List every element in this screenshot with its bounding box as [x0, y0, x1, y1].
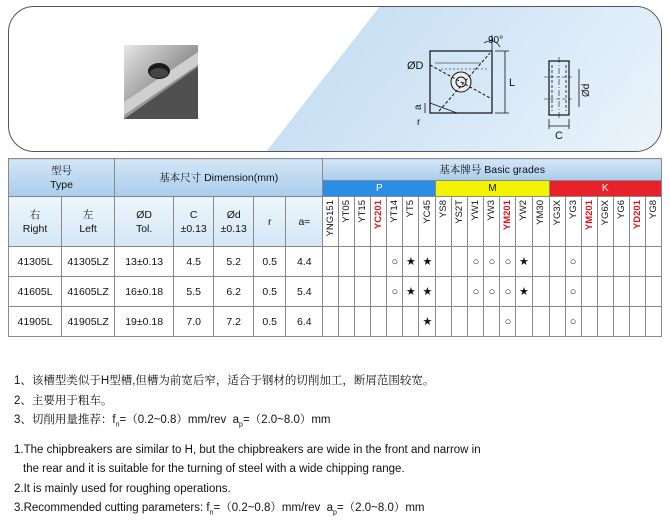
grade-mark-cell	[581, 307, 597, 337]
grade-mark-cell: ○	[500, 277, 516, 307]
grade-label: YT14	[389, 200, 401, 223]
grade-header	[339, 197, 355, 247]
radius-header: r	[254, 197, 286, 247]
note-en-3-f-value: =（0.2~0.8）mm/rev	[213, 502, 321, 515]
outer-diameter-header	[115, 197, 174, 247]
grade-mark-cell	[549, 247, 565, 277]
angle-label: 90°	[488, 35, 504, 46]
grade-mark-cell	[516, 307, 532, 337]
grade-header	[549, 197, 565, 247]
grade-header	[484, 197, 500, 247]
grade-mark-cell	[355, 247, 371, 277]
outer-diameter-label: ØD	[407, 60, 424, 72]
type-header-cn: 型号	[51, 164, 73, 177]
right-header	[9, 197, 62, 247]
insert-3d-image	[124, 45, 198, 119]
grade-mark-cell	[532, 247, 549, 277]
thickness-header	[174, 197, 214, 247]
grade-mark-cell	[355, 307, 371, 337]
grade-mark-cell	[597, 247, 613, 277]
grade-header	[629, 197, 645, 247]
grade-label: YC201	[373, 200, 385, 230]
note-en-3-f: f	[206, 502, 210, 515]
note-en-1b: the rear and it is suitable for the turning of steel with a wide chipping range.	[23, 463, 405, 476]
grade-label: YG3X	[551, 200, 563, 226]
grade-mark-cell: ★	[419, 247, 436, 277]
insert-drawing	[9, 7, 662, 152]
grade-mark-cell	[629, 247, 645, 277]
group-m-header: M	[436, 181, 549, 197]
note-en-3-a-sub: p	[333, 509, 337, 517]
grade-mark-cell	[452, 277, 468, 307]
grade-mark-cell	[371, 277, 387, 307]
grade-mark-cell	[436, 277, 452, 307]
grade-mark-cell: ○	[468, 277, 484, 307]
grade-mark-cell: ○	[500, 307, 516, 337]
grade-header	[371, 197, 387, 247]
grade-header	[436, 197, 452, 247]
side-view-drawing	[544, 57, 579, 129]
table-row	[9, 247, 662, 277]
grade-header	[532, 197, 549, 247]
radius-label: r	[417, 117, 421, 128]
right-header-en: Right	[22, 222, 48, 235]
grade-mark-cell	[323, 247, 339, 277]
right-header-cn: 右	[29, 208, 41, 221]
type-right-cell: 41305L	[9, 247, 62, 277]
grade-mark-cell	[581, 247, 597, 277]
note-en-3-a: a	[326, 502, 334, 515]
grade-mark-cell	[597, 277, 613, 307]
grade-mark-cell	[355, 277, 371, 307]
drawing-panel	[8, 6, 662, 152]
grade-header	[597, 197, 613, 247]
grade-label: YW2	[518, 200, 530, 221]
grade-mark-cell	[468, 307, 484, 337]
note-cn-3-f: f	[112, 414, 116, 426]
grade-mark-cell: ★	[419, 307, 436, 337]
grade-label: YW3	[486, 200, 498, 221]
grade-header	[500, 197, 516, 247]
grade-header	[613, 197, 629, 247]
grade-mark-cell	[597, 307, 613, 337]
grade-mark-cell	[549, 277, 565, 307]
grade-header	[419, 197, 436, 247]
grade-label: YG8	[647, 200, 659, 220]
grade-mark-cell: ○	[565, 307, 581, 337]
outer-diameter-cell: 16±0.18	[115, 277, 174, 307]
thickness-label: C	[555, 130, 563, 142]
group-k-header: K	[549, 181, 661, 197]
grade-mark-cell	[613, 307, 629, 337]
grade-label: YG6X	[599, 200, 611, 226]
grade-label: YS2T	[454, 200, 466, 224]
a-cell: 4.4	[286, 247, 323, 277]
grade-mark-cell	[436, 247, 452, 277]
note-cn-1: 1、该槽型类似于H型槽,但槽为前宽后窄，适合于钢材的切削加工，断屑范围较宽。	[14, 375, 435, 387]
grade-mark-cell	[339, 247, 355, 277]
grade-header	[452, 197, 468, 247]
thickness-cell: 7.0	[174, 307, 214, 337]
inner-diameter-cell: 6.2	[214, 277, 254, 307]
grade-header	[403, 197, 419, 247]
grade-label: YG6	[615, 200, 627, 220]
inner-diameter-label: Ød	[581, 83, 592, 97]
grade-mark-cell	[339, 307, 355, 337]
grade-mark-cell: ○	[500, 247, 516, 277]
grade-mark-cell: ○	[484, 277, 500, 307]
note-cn-3-prefix: 3、切削用量推荐：	[14, 414, 113, 426]
grade-mark-cell	[484, 307, 500, 337]
table-row	[9, 307, 662, 337]
front-view-drawing	[425, 35, 509, 113]
grade-label: YT05	[341, 200, 353, 223]
grade-mark-cell	[323, 307, 339, 337]
grade-label: YT5	[405, 200, 417, 218]
grade-mark-cell	[339, 277, 355, 307]
grade-mark-cell	[629, 277, 645, 307]
thickness-cell: 5.5	[174, 277, 214, 307]
a-cell: 5.4	[286, 277, 323, 307]
grade-mark-cell	[532, 307, 549, 337]
length-label: L	[509, 77, 516, 89]
a-label: a	[413, 104, 424, 110]
inner-diameter-cell: 5.2	[214, 247, 254, 277]
grade-mark-cell	[403, 307, 419, 337]
left-header	[62, 197, 115, 247]
inner-diameter-header-line1: Ød	[226, 208, 241, 221]
note-en-3-f-sub: n	[209, 509, 214, 517]
grade-mark-cell: ○	[387, 247, 403, 277]
grade-mark-cell	[323, 277, 339, 307]
grade-label: YS8	[438, 200, 450, 218]
grade-label: YT15	[357, 200, 369, 223]
table-row	[9, 277, 662, 307]
grade-header	[323, 197, 339, 247]
grade-label: YM30	[535, 200, 546, 225]
group-p-header: P	[323, 181, 436, 197]
grade-label: YW1	[470, 200, 482, 221]
grade-mark-cell: ★	[403, 277, 419, 307]
grade-label: YG3	[567, 200, 579, 220]
thickness-cell: 4.5	[174, 247, 214, 277]
left-header-cn: 左	[82, 208, 94, 221]
note-cn-3	[14, 411, 660, 435]
note-en-2: 2.It is mainly used for roughing operations.	[14, 482, 231, 495]
grades-header: 基本牌号 Basic grades	[323, 159, 662, 181]
radius-cell: 0.5	[254, 247, 286, 277]
type-right-cell: 41605L	[9, 277, 62, 307]
inner-diameter-cell: 7.2	[214, 307, 254, 337]
grade-label: YM201	[583, 200, 595, 231]
grade-mark-cell: ○	[484, 247, 500, 277]
grade-mark-cell: ★	[419, 277, 436, 307]
note-cn-3-a-sub: p	[239, 421, 243, 429]
grade-mark-cell	[387, 307, 403, 337]
grade-mark-cell	[549, 307, 565, 337]
thickness-header-line2: ±0.13	[180, 222, 207, 235]
grade-mark-cell	[629, 307, 645, 337]
grade-mark-cell	[581, 277, 597, 307]
type-header-en: Type	[50, 178, 73, 191]
grade-mark-cell: ★	[516, 247, 532, 277]
note-en-3-a-value: =（2.0~8.0）mm	[336, 502, 425, 515]
grade-header	[581, 197, 597, 247]
spec-rows	[9, 247, 662, 337]
grade-header	[468, 197, 484, 247]
grade-mark-cell: ○	[387, 277, 403, 307]
inner-diameter-header-line2: ±0.13	[220, 222, 247, 235]
left-header-en: Left	[79, 222, 97, 235]
note-cn-3-a-value: =（2.0~8.0）mm	[242, 414, 331, 426]
note-cn-3-f-value: =（0.2~0.8）mm/rev	[119, 414, 227, 426]
radius-cell: 0.5	[254, 307, 286, 337]
notes	[14, 372, 660, 523]
thickness-header-line1: C	[189, 208, 198, 221]
type-left-cell: 41905LZ	[62, 307, 115, 337]
inner-diameter-header	[214, 197, 254, 247]
grade-mark-cell: ★	[403, 247, 419, 277]
outer-diameter-cell: 13±0.13	[115, 247, 174, 277]
grade-label: YD201	[631, 200, 643, 230]
type-right-cell: 41905L	[9, 307, 62, 337]
note-en-3-prefix: 3.Recommended cutting parameters:	[14, 502, 207, 515]
grade-label: YNG151	[325, 200, 337, 237]
spec-table	[8, 158, 662, 337]
grade-header	[516, 197, 532, 247]
grade-mark-cell	[645, 307, 661, 337]
grade-mark-cell	[613, 277, 629, 307]
grade-mark-cell	[645, 247, 661, 277]
note-en-1a: 1.The chipbreakers are similar to H, but the chipbreakers are wide in the front and narrow in	[14, 443, 481, 456]
note-cn-3-f-sub: n	[115, 421, 120, 429]
grade-header	[645, 197, 661, 247]
grade-label: YC45	[421, 200, 433, 224]
grade-mark-cell	[532, 277, 549, 307]
outer-diameter-header-line2: Tol.	[135, 222, 153, 235]
grade-mark-cell	[371, 247, 387, 277]
grade-mark-cell	[371, 307, 387, 337]
grade-mark-cell	[613, 247, 629, 277]
grade-label: YM201	[502, 200, 514, 231]
outer-diameter-cell: 19±0.18	[115, 307, 174, 337]
note-cn-3-a: a	[232, 414, 240, 426]
note-cn-2: 2、主要用于粗车。	[14, 394, 113, 407]
grade-mark-cell	[436, 307, 452, 337]
grade-header	[355, 197, 371, 247]
type-left-cell: 41305LZ	[62, 247, 115, 277]
grade-mark-cell	[452, 247, 468, 277]
grade-mark-cell	[645, 277, 661, 307]
dimension-header: 基本尺寸 Dimension(mm)	[115, 159, 323, 197]
a-header: a≈	[286, 197, 323, 247]
radius-cell: 0.5	[254, 277, 286, 307]
grade-mark-cell: ○	[565, 277, 581, 307]
grade-mark-cell: ○	[565, 247, 581, 277]
type-left-cell: 41605LZ	[62, 277, 115, 307]
grade-header	[565, 197, 581, 247]
grade-header	[387, 197, 403, 247]
outer-diameter-header-line1: ØD	[136, 208, 152, 221]
note-en-3	[14, 499, 660, 523]
a-cell: 6.4	[286, 307, 323, 337]
grade-mark-cell: ○	[468, 247, 484, 277]
grade-mark-cell	[452, 307, 468, 337]
grade-mark-cell: ★	[516, 277, 532, 307]
type-header	[9, 159, 115, 197]
